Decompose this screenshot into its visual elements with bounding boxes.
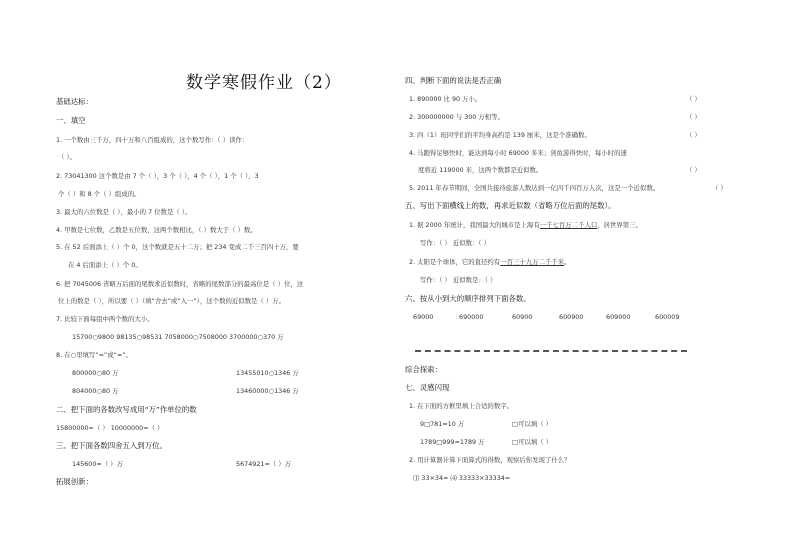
write-1 [409, 221, 642, 229]
q7-comparisons: 15700○9800 98135○98531 7058000○7508000 3700000○370 万 [72, 333, 284, 341]
q6-line1: 6. 把 7045006 省略万后面的尾数求近似数时，省略的尾数部分的最高位是（ ）位，这 [56, 280, 304, 288]
judge-1: 1. 890000 比 90 万小。 [409, 95, 482, 103]
number-6: 600009 [655, 313, 680, 321]
fill-1: 1. 在下面的方框里填上合适的数字。 [409, 402, 513, 410]
write-1-text: 1. 据 2000 年统计，我国最大的城市是上海有 [409, 221, 540, 229]
write-2-text: 2. 太阳是个球体，它的直径约有 [409, 258, 501, 266]
write-2-tail: 。 [564, 258, 571, 266]
write-1-answers: 写作：（ ） 近似数：（ ） [420, 239, 490, 247]
basic-heading: 基础达标： [56, 97, 93, 106]
q8-item-2: 13455010○1346 万 [236, 369, 299, 377]
fill-1-item-2-answer: □可以填（ ） [512, 438, 553, 446]
q1-line2: （ ）。 [58, 153, 77, 161]
judge-1-bracket: （ ） [686, 95, 701, 103]
q2-line1: 2. 73041300 这个数是由 7 个（ ），3 个（ ），4 个（ ），1 个（ ），3 [56, 172, 259, 180]
judge-2: 2. 300000000 与 300 万相等。 [409, 113, 504, 121]
fill-1-item-1-answer: □可以填（ ） [512, 420, 553, 428]
write-2-underlined: 一百三十九万二千千米 [500, 258, 565, 266]
q7: 7. 比较下面每组中两个数的大小。 [56, 315, 154, 323]
write-2-answers: 写作：（ ） 近似数是：（ ） [420, 276, 497, 284]
section-2-heading: 二、把下面的各数改写成用“万”作单位的数 [56, 405, 197, 414]
q2-line2: 个（ ）和 8 个（ ）组成的。 [58, 190, 141, 198]
section-3-heading: 三、把下面各数四舍五入到万位。 [56, 441, 167, 450]
judge-3: 3. 四（1）班同学们的平均身高约是 139 厘米，这是个准确数。 [409, 131, 591, 139]
calc-2-items: ⑴ 33×34= ⑷ 33333×33334= [413, 474, 511, 482]
section-3-item-1: 145600≈（ ）万 [72, 460, 123, 468]
number-1: 69000 [413, 313, 434, 321]
section-3-item-2: 5674921≈（ ）万 [236, 460, 292, 468]
number-4: 600900 [559, 313, 584, 321]
number-2: 690000 [459, 313, 484, 321]
q4: 4. 甲数是七位数，乙数是五位数，这两个数相比，（ ）数大于（ ）数。 [56, 226, 257, 234]
section-4-heading: 四、判断下面的说法是否正确 [405, 76, 502, 85]
judge-5: 5. 2011 年春节期间，全国共接待旅游人数达到一亿四千四百万人次，这是一个近似数。 [409, 184, 660, 192]
section-6-heading: 六、按从小到大的顺序排列下面各数。 [405, 294, 531, 303]
judge-3-bracket: （ ） [686, 131, 701, 139]
calc-2: 2. 用计算器计算下面算式的得数，观察后你发现了什么？ [409, 456, 571, 464]
write-1-underlined: 一千七百万二千人口 [539, 221, 598, 229]
synthesis-heading: 综合探索： [405, 365, 442, 374]
number-5: 609000 [606, 313, 631, 321]
fill-1-item-2: 1789□999≈1789 万 [420, 438, 485, 446]
page-title: 数学寒假作业（2） [186, 73, 342, 93]
write-2 [409, 258, 571, 266]
judge-4-line2: 度将近 119000 米，这两个数都是近似数。 [418, 166, 543, 174]
q6-line2: 位上的数是（ ），所以要（ ）（填“舍去”或“入一”），这个数的近似数是（ ）万。 [58, 297, 286, 305]
q5-line1: 5. 在 52 后面添上（ ）个 0，这个数就是五十二万；把 234 变成二千三百四十万，要 [56, 243, 299, 251]
section-2-items: 15800000=（ ） 10000000=（ ） [56, 424, 164, 432]
judge-4-bracket: （ ） [686, 166, 701, 174]
judge-4-line1: 4. 马跑得足够快时，能达到每小时 69000 多米；剑鱼游得快时，每小时的速 [409, 149, 627, 157]
section-7-heading: 七、灵感闪现 [405, 383, 450, 392]
q8-item-1: 800000○80 万 [72, 369, 119, 377]
q8: 8. 在○里填写“=”或“≈”。 [56, 351, 133, 359]
extension-heading: 拓展创新： [56, 477, 93, 486]
q3: 3. 最大的六位数是（ ），最小的 7 位数是（ ）。 [56, 208, 192, 216]
q8-item-4: 13460000○1346 万 [236, 387, 299, 395]
judge-5-bracket: （ ） [712, 184, 727, 192]
q8-item-3: 804000○80 万 [72, 387, 119, 395]
number-3: 60900 [512, 313, 533, 321]
section-5-heading: 五、写出下面横线上的数，再求近似数（省略万位后面的尾数）。 [405, 201, 616, 210]
judge-2-bracket: （ ） [686, 113, 701, 121]
write-1-tail: ，居世界第三。 [597, 221, 642, 229]
fill-1-item-1: 9□781≈10 万 [420, 420, 465, 428]
section-1-heading: 一、填空 [56, 116, 86, 125]
dashed-answer-line [415, 350, 687, 352]
q1-line1: 1. 一个数由三千万，四十万和八百组成的，这个数写作：（ ）读作： [56, 136, 249, 144]
q5-line2: 在 4 后面添上（ ）个 0。 [68, 261, 142, 269]
